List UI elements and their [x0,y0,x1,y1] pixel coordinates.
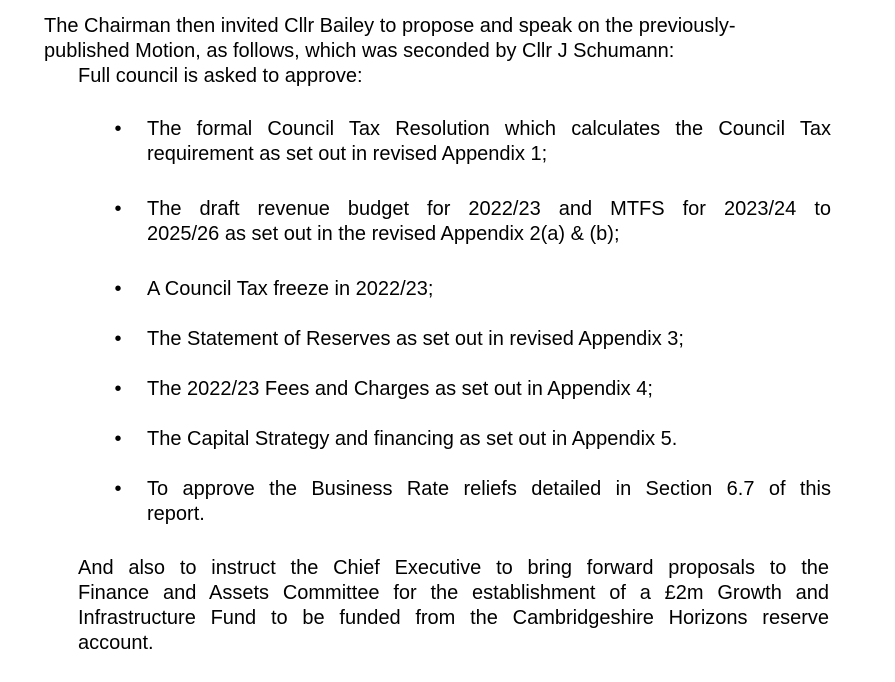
list-item-text [147,197,831,247]
list-item-line: report. [147,503,205,525]
list-item-line: The Statement of Reserves as set out in revised Appendix 3; [147,328,684,350]
list-item-line: To approve the Business Rate reliefs detailed in Section 6.7 of this [147,478,831,500]
closing-line: And also to instruct the Chief Executive to bring forward proposals to the [78,557,829,579]
list-item-line: The 2022/23 Fees and Charges as set out in Appendix 4; [147,378,653,400]
closing-line: Finance and Assets Committee for the establishment of a £2m Growth and [78,582,829,604]
list-item-text [147,477,831,527]
bullet-icon: • [114,278,122,300]
bullet-icon: • [114,328,122,350]
closing-line: Infrastructure Fund to be funded from the Cambridgeshire Horizons reserve [78,607,829,629]
bullet-icon: • [114,378,122,400]
list-item-line: The draft revenue budget for 2022/23 and MTFS for 2023/24 to [147,198,831,220]
list-item-text [147,277,831,302]
bullet-icon: • [114,198,122,220]
list-item-line: The Capital Strategy and financing as set out in Appendix 5. [147,428,678,450]
approval-heading: Full council is asked to approve: [78,65,363,87]
list-item-line: The formal Council Tax Resolution which calculates the Council Tax [147,118,831,140]
list-item-line: requirement as set out in revised Appendix 1; [147,143,548,165]
list-item-text [147,117,831,167]
list-item-text [147,377,831,402]
list-item-text [147,427,831,452]
list-item-line: A Council Tax freeze in 2022/23; [147,278,434,300]
bullet-icon: • [114,118,122,140]
closing-line: account. [78,632,154,654]
closing-paragraph [78,556,829,656]
intro-line: The Chairman then invited Cllr Bailey to propose and speak on the previously- [44,15,736,37]
intro-line: published Motion, as follows, which was seconded by Cllr J Schumann: [44,40,675,62]
intro-paragraph [44,14,844,64]
list-item-line: 2025/26 as set out in the revised Appendix 2(a) & (b); [147,223,620,245]
bullet-icon: • [114,478,122,500]
list-item-text [147,327,831,352]
bullet-icon: • [114,428,122,450]
